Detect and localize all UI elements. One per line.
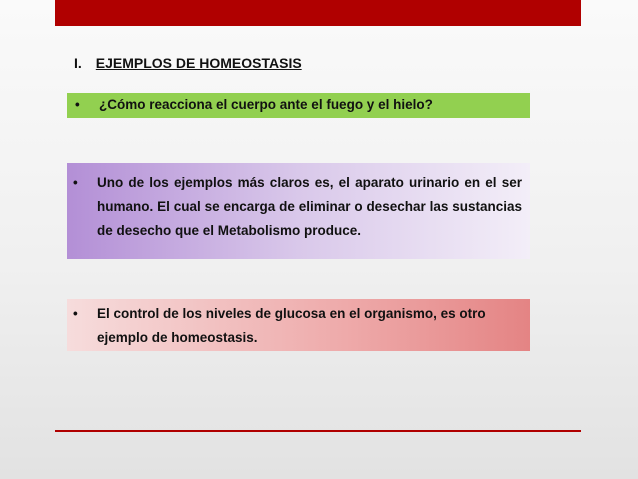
- question-text: ¿Cómo reacciona el cuerpo ante el fuego y el hielo?: [99, 97, 433, 112]
- glucose-example-box: [67, 299, 530, 351]
- section-heading: [74, 55, 302, 71]
- question-box: [67, 93, 530, 118]
- urinary-example-box: [67, 163, 530, 259]
- section-number: I.: [74, 55, 82, 71]
- section-title: EJEMPLOS DE HOMEOSTASIS: [95, 55, 302, 71]
- urinary-example-text: Uno de los ejemplos más claros es, el aparato urinario en el ser humano. El cual se encarga de eliminar o desechar las sustancias de desecho que el Metabolismo produce.: [97, 175, 522, 238]
- bullet-icon: •: [73, 306, 78, 321]
- glucose-example-text: El control de los niveles de glucosa en el organismo, es otro ejemplo de homeostasis.: [97, 306, 486, 345]
- top-accent-bar: [55, 0, 581, 26]
- bullet-icon: •: [73, 175, 78, 190]
- bullet-icon: •: [75, 97, 80, 112]
- bottom-divider: [55, 430, 581, 432]
